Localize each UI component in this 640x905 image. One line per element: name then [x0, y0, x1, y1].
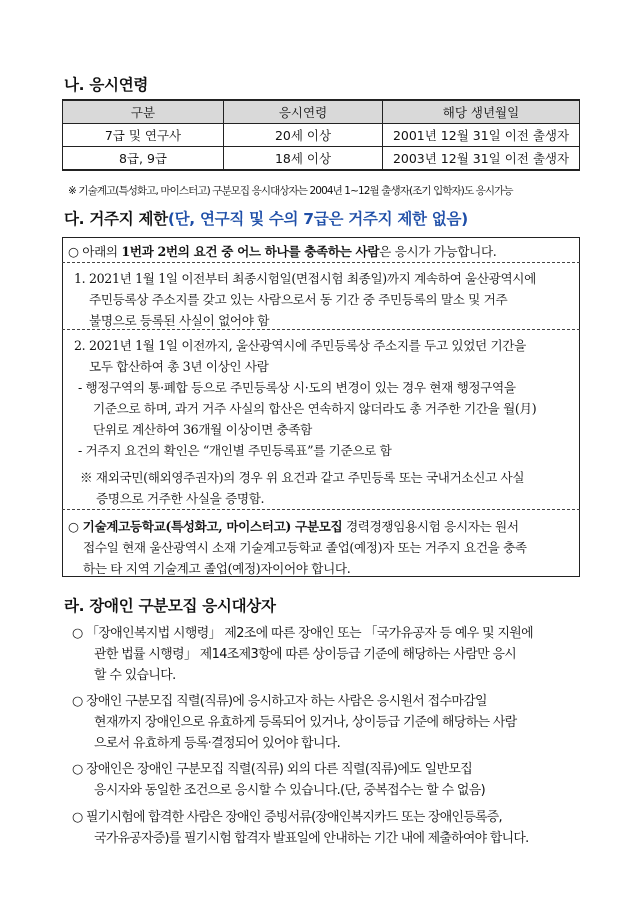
intro-prefix: ○ 아래의	[68, 244, 122, 259]
disability-item-line: 할 수 있습니다.	[94, 668, 176, 683]
item1-line: 1. 2021년 1월 1일 이전부터 최종시험일(면접시험 최종일)까지 계속하여 울산광역시에	[74, 271, 536, 286]
tech-school-line	[68, 516, 519, 535]
table-header-cell: 해당 생년월일	[383, 100, 580, 124]
disability-item-line: ○ 필기시험에 합격한 사람은 장애인 증빙서류(장애인복지카드 또는 장애인등록증,	[72, 810, 502, 825]
item2-line: - 행정구역의 통·폐합 등으로 주민등록상 시·도의 변경이 있는 경우 현재 행정구역을	[78, 380, 516, 395]
item1-line: 불명으로 등록된 사실이 없어야 함	[89, 313, 270, 328]
table-cell: 7급 및 연구사	[63, 124, 224, 147]
disability-item-line: 국가유공자증)를 필기시험 합격자 발표일에 안내하는 기간 내에 제출하여야 합니다.	[94, 831, 529, 846]
table-cell: 20세 이상	[224, 124, 383, 147]
disability-item-line: ○ 「장애인복지법 시행령」 제2조에 따른 장애인 또는 「국가유공자 등 예우 및 지원에	[72, 626, 534, 641]
table-row	[63, 124, 580, 147]
tech-school-line: 접수일 현재 울산광역시 소재 기술계고등학교 졸업(예정)자 또는 거주지 요건을 충족	[83, 540, 527, 555]
item2-line: 2. 2021년 1월 1일 이전까지, 울산광역시에 주민등록상 주소지를 두고 있었던 기간을	[74, 338, 526, 353]
table-header-row	[63, 100, 580, 124]
intro-suffix: 은 응시가 가능합니다.	[379, 244, 497, 259]
item2-line: 모두 합산하여 총 3년 이상인 사람	[89, 359, 269, 374]
age-table	[62, 99, 580, 171]
residence-title-text: 다. 거주지 제한	[64, 210, 168, 228]
item2-line: 단위로 계산하여 36개월 이상이면 충족함	[93, 422, 312, 437]
table-cell: 18세 이상	[224, 147, 383, 171]
tech-school-line: 하는 타 지역 기술계고 졸업(예정)자이어야 합니다.	[83, 561, 351, 576]
disability-item-line: 관한 법률 시행령」 제14조제3항에 따른 상이등급 기준에 해당하는 사람만 응시	[94, 647, 517, 662]
residence-title-exception: (단, 연구직 및 수의 7급은 거주지 제한 없음)	[167, 210, 468, 228]
table-row	[63, 147, 580, 171]
disability-item-line: ○ 장애인 구분모집 직렬(직류)에 응시하고자 하는 사람은 응시원서 접수마감일	[72, 694, 487, 709]
tech-school-bold: ○ 기술계고등학교(특성화고, 마이스터고) 구분모집	[68, 519, 343, 534]
intro-bold: 1번과 2번의 요건 중 어느 하나를 충족하는 사람	[121, 244, 380, 259]
age-note: ※ 기술계고(특성화고, 마이스터고) 구분모집 응시대상자는 2004년 1~12월 출생자(조기 입학자)도 응시가능	[68, 185, 513, 197]
section-age-title: 나. 응시연령	[64, 76, 149, 94]
disability-item-line: 으로서 유효하게 등록·결정되어 있어야 합니다.	[94, 736, 341, 751]
item2-line: 기준으로 하며, 과거 거주 사실의 합산은 연속하지 않더라도 총 거주한 기간을 월(月)	[93, 401, 537, 416]
item2-line: - 거주지 요건의 확인은 “개인별 주민등록표”를 기준으로 함	[78, 443, 392, 458]
table-header-cell: 구분	[63, 100, 224, 124]
table-header-cell: 응시연령	[224, 100, 383, 124]
divider	[62, 329, 580, 330]
disability-item-line: 현재까지 장애인으로 유효하게 등록되어 있거나, 상이등급 기준에 해당하는 사람	[94, 715, 517, 730]
disability-item-line: 응시자와 동일한 조건으로 응시할 수 있습니다.(단, 중복접수는 할 수 없음)	[94, 783, 486, 798]
table-cell: 2003년 12월 31일 이전 출생자	[383, 147, 580, 171]
tech-school-rest: 경력경쟁임용시험 응시자는 원서	[342, 519, 519, 534]
table-cell: 8급, 9급	[63, 147, 224, 171]
table-cell: 2001년 12월 31일 이전 출생자	[383, 124, 580, 147]
residence-intro	[68, 241, 496, 260]
divider	[62, 262, 580, 263]
section-residence-title	[64, 207, 468, 229]
section-disability-title: 라. 장애인 구분모집 응시대상자	[64, 597, 276, 615]
disability-item-line: ○ 장애인은 장애인 구분모집 직렬(직류) 외의 다른 직렬(직류)에도 일반모집	[72, 762, 473, 777]
item1-line: 주민등록상 주소지를 갖고 있는 사람으로서 동 기간 중 주민등록의 말소 및 거주	[89, 292, 508, 307]
overseas-note-line: 증명으로 거주한 사실을 증명함.	[96, 491, 265, 506]
overseas-note-line: ※ 재외국민(해외영주권자)의 경우 위 요건과 같고 주민등록 또는 국내거소신고 사실	[80, 470, 525, 485]
divider	[62, 509, 580, 510]
